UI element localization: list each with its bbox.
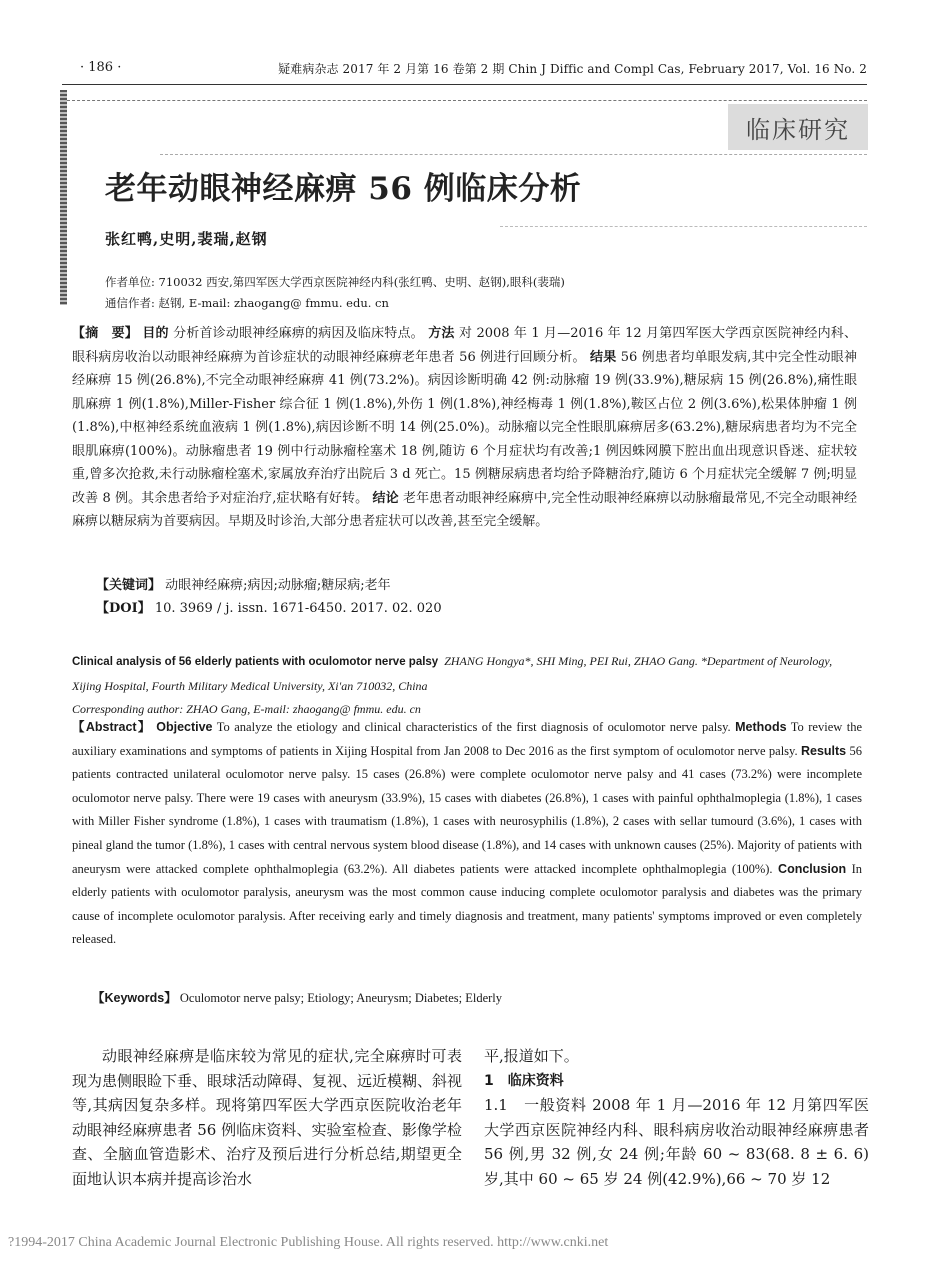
author-affiliation: 作者单位: 710032 西安,第四军医大学西京医院神经内科(张红鸭、史明、赵钢),眼科(裴瑞) [105,275,565,289]
results-text: 56 例患者均单眼发病,其中完全性动眼神经麻痹 15 例(26.8%),不完全动眼神经麻痹 41 例(73.2%)。病因诊断明确 42 例:动脉瘤 19 例(33.9%),糖尿病 15 例(26.8%),痛性眼肌麻痹 1 例(1.8%),Miller-Fisher 综合征 1 例(1.8%),外伤 1 例(1.8%),神经梅毒 1 例(1.8%),鞍区占位 2 例(3.6%),松果体肿瘤 1 例(1.8%),中枢神经系统血液病 1 例(1.8%),病因诊断不明 14 例(25.0%)。动脉瘤以完全性眼肌麻痹居多(63.2%),糖尿病患者均为不完全眼肌麻痹(100%)。动脉瘤患者 19 例中行动脉瘤栓塞术 18 例,随访 6 个月症状均有改善;1 例因蛛网膜下腔出血出现意识昏迷、症状较重,曾多次抢救,未行动脉瘤栓塞术,家属放弃治疗出院后 3 d 死亡。15 例糖尿病患者均给予降糖治疗,随访 6 个月症状完全缓解 7 例;明显改善 8 例。其余患者给予对症治疗,症状略有好转。 [72,349,857,506]
intro-continuation: 平,报道如下。 [484,1047,579,1065]
body-column-left [72,1044,462,1191]
english-methods-label: Methods [735,720,787,734]
subsection-label: 1.1 一般资料 [484,1096,587,1114]
chinese-keywords [96,574,391,593]
article-authors: 张红鸭,史明,裴瑞,赵钢 [105,230,268,248]
english-authors: ZHANG Hongya*, SHI Ming, PEI Rui, ZHAO Gang. [444,654,698,668]
english-title-block [72,650,862,722]
side-decoration-bar [60,90,67,305]
section-heading: 1 临床资料 [484,1072,564,1089]
header-divider [62,84,867,85]
english-conclusion-text: In elderly patients with oculomotor paralysis, aneurysm was the most common cause inducing complete oculomotor paralysis and diabetes was the primary cause of incomplete oculomotor paralysis. After receiving early and timely diagnosis and treatment, many patients' symptoms improved or even completely released. [72,861,863,947]
doi-label: 【DOI】 [96,601,151,616]
english-keywords-text: Oculomotor nerve palsy; Etiology; Aneurysm; Diabetes; Elderly [179,991,503,1005]
english-title: Clinical analysis of 56 elderly patients with oculomotor nerve palsy [72,656,439,668]
subsection-paragraph [484,1093,869,1191]
english-affiliation: *Department of Neurology, Xijing Hospital, Fourth Military Medical University, Xi'an 710032, China [72,654,833,693]
subsection-text: 2008 年 1 月—2016 年 12 月第四军医大学西京医院神经内科、眼科病房收治动眼神经麻痹患者 56 例,男 32 例,女 24 例;年龄 60 ~ 83(68. 8 ± 6. 6)岁,其中 60 ~ 65 岁 24 例(42.9%),66 ~ 70 岁 12 [484,1096,869,1188]
keywords-text: 动眼神经麻痹;病因;动脉瘤;糖尿病;老年 [165,578,391,593]
english-conclusion-label: Conclusion [778,861,847,876]
purpose-label: 目的 [142,326,169,341]
english-methods-text: To review the auxiliary examinations and symptoms of patients in Xijing Hospital from Jan 2008 to Dec 2016 as the first symptom of oculomotor nerve palsy. [72,720,863,758]
english-keywords-label: 【Keywords】 [92,991,177,1005]
conclusion-label: 结论 [372,490,399,506]
conclusion-text: 老年患者动眼神经麻痹中,完全性动眼神经麻痹以动脉瘤最常见,不完全动眼神经麻痹以糖尿病为首要病因。早期及时诊治,大部分患者症状可以改善,甚至完全缓解。 [72,490,857,529]
english-correspondence: Corresponding author: ZHAO Gang, E-mail: zhaogang@ fmmu. edu. cn [72,702,421,716]
page-number: · 186 · [80,60,122,75]
article-title: 老年动眼神经麻痹 56 例临床分析 [105,171,582,207]
title-divider [160,154,867,155]
keywords-label: 【关键词】 [96,578,162,593]
english-abstract [72,716,862,952]
copyright-footer: ?1994-2017 China Academic Journal Electronic Publishing House. All rights reserved. http://www.cnki.net [8,1235,609,1250]
results-label: 结果 [590,349,617,365]
abstract-label: 【摘 要】 [72,326,138,341]
english-results-text: 56 patients contracted unilateral oculomotor nerve palsy. 15 cases (26.8%) were complete oculomotor nerve palsy and 41 cases (73.2%) were incomplete oculomotor nerve palsy. There were 19 cases with aneurysm (33.9%), 15 cases with diabetes (26.8%), 1 cases with painful ophthalmoplegia (1.8%), 1 cases with Miller Fisher syndrome (1.8%), 1 cases with traumatism (1.8%), 1 cases with neurosyphilis (1.8%), 2 cases with sellar tumourd (3.6%), 1 cases with pineal gland the tumor (1.8%), 1 cases with central nervous system blood disease (1.8%), and 14 cases with unknown causes (25%). Majority of patients with aneurysm were attacked complete ophthalmoplegia (63.2%). All diabetes patients were attacked incomplete ophthalmoplegia (100%). [72,743,862,876]
objective-label: Objective [156,720,213,734]
doi-link[interactable]: 10. 3969 / j. issn. 1671-6450. 2017. 02. 020 [154,601,442,616]
header-divider-dashed [62,100,867,101]
objective-text: To analyze the etiology and clinical characteristics of the first diagnosis of oculomotor nerve palsy. [216,720,731,734]
purpose-text: 分析首诊动眼神经麻痹的病因及临床特点。 [173,326,424,341]
author-divider [500,226,867,227]
english-keywords [92,988,502,1006]
corresponding-author: 通信作者: 赵钢, E-mail: zhaogang@ fmmu. edu. cn [105,296,389,310]
methods-text: 对 2008 年 1 月—2016 年 12 月第四军医大学西京医院神经内科、眼科病房收治以动眼神经麻痹为首诊症状的动眼神经麻痹老年患者 56 例进行回顾分析。 [72,326,857,365]
chinese-abstract [72,322,857,534]
body-column-right [484,1044,869,1191]
section-tag: 临床研究 [728,104,868,150]
doi [96,597,442,616]
intro-paragraph: 动眼神经麻痹是临床较为常见的症状,完全麻痹时可表现为患侧眼睑下垂、眼球活动障碍、复视、远近模糊、斜视等,其病因复杂多样。现将第四军医大学西京医院收治老年动眼神经麻痹患者 56 例临床资料、实验室检查、影像学检查、全脑血管造影术、治疗及预后进行分析总结,期望更全面地认识本病并提高诊治水 [72,1047,463,1188]
journal-header: 疑难病杂志 2017 年 2 月第 16 卷第 2 期 Chin J Diffic and Compl Cas, February 2017, Vol. 16 No. 2 [278,62,867,76]
methods-label: 方法 [428,326,455,341]
english-abstract-label: 【Abstract】 [72,720,152,734]
english-results-label: Results [800,743,847,758]
